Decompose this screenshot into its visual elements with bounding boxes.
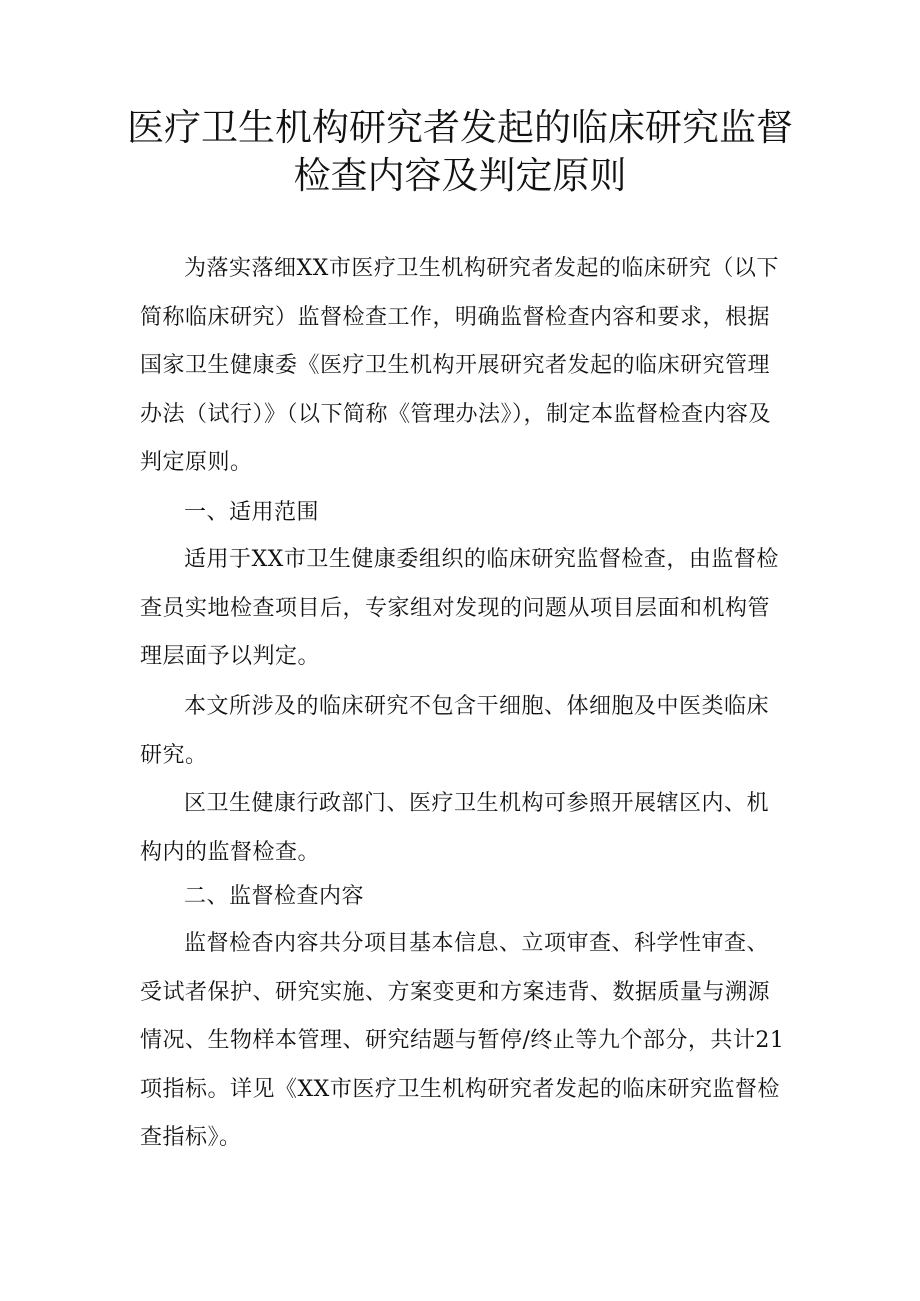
document-title-line-1: 医疗卫生机构研究者发起的临床研究监督 <box>127 106 793 149</box>
intro-paragraph: 为落实落细XX市医疗卫生机构研究者发起的临床研究（以下简称临床研究）监督检查工作，明确监督检查内容和要求，根据国家卫生健康委《医疗卫生机构开展研究者发起的临床研究管理办法（试行）》（以下简称《管理办法》），制定本监督检查内容及判定原则。 <box>140 256 779 475</box>
content-paragraph: 监督检杳内容共分项目基本信息、立项审查、科学性审查、受试者保护、研究实施、方案变更和方案违背、数据质量与溯源情况、生物样本管理、研究结题与暂停/终止等九个部分，共计21项指标。详见《XX市医疗卫生机构研究者发起的临床研究监督检查指标》。 <box>140 931 785 1150</box>
scope-paragraph: 适用于XX市卫生健康委组织的临床研究监督检查，由监督检查员实地检查项目后，专家组对发现的问题从项目层面和机构管理层面予以判定。 <box>140 547 779 669</box>
document-title-line-2: 检查内容及判定原则 <box>293 154 627 197</box>
reference-paragraph: 区卫生健康行政部门、医疗卫生机构可参照开展辖区内、机构内的监督检查。 <box>140 791 770 865</box>
exclusion-paragraph: 本文所涉及的临床研究不包含干细胞、体细胞及中医类临床研究。 <box>140 694 770 768</box>
section-heading-content: 二、监督检查内容 <box>184 884 365 909</box>
section-heading-scope: 一、适用范围 <box>184 500 320 525</box>
